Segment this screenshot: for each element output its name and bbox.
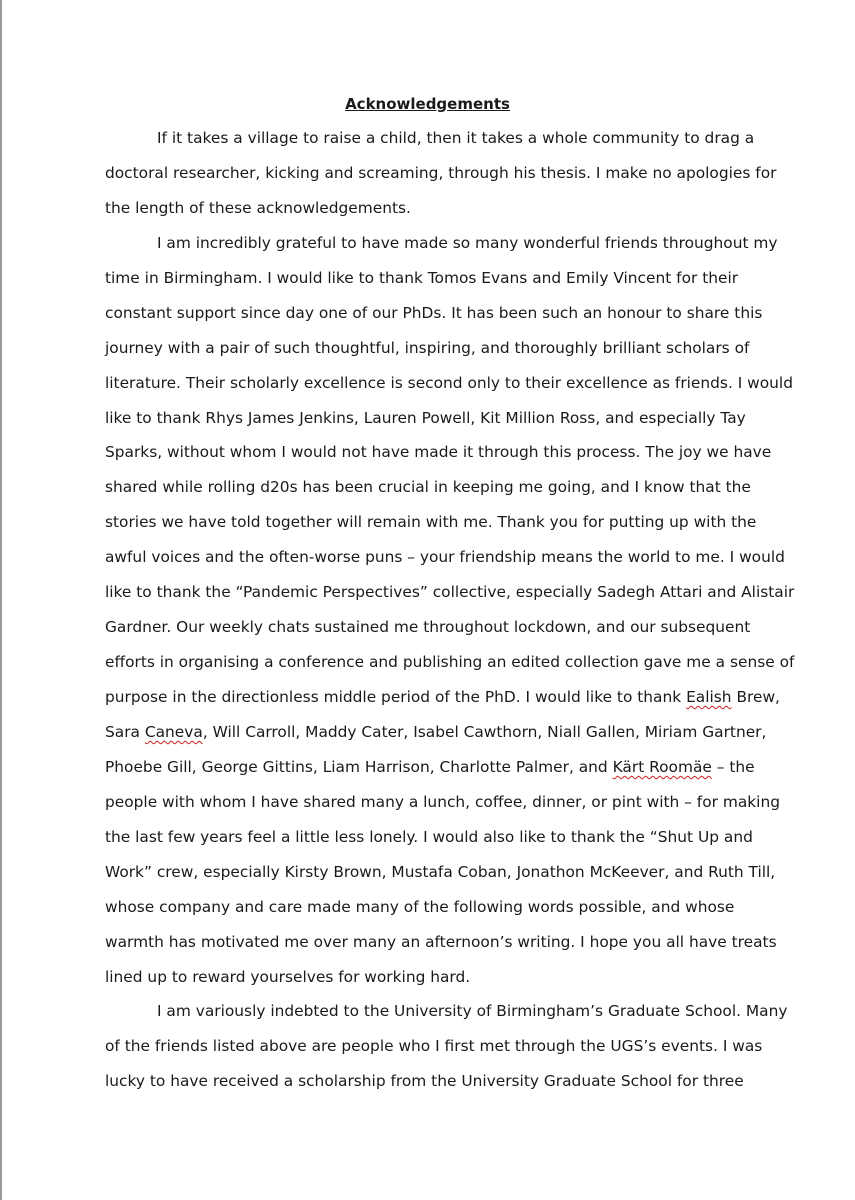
text-line: like to thank Rhys James Jenkins, Lauren Powell, Kit Million Ross, and especially Tay (105, 408, 746, 427)
line-segment: purpose in the directionless middle period of the PhD. I would like to thank (105, 688, 687, 706)
line-segment: , Will Carroll, Maddy Cater, Isabel Cawthorn, Niall Gallen, Miriam Gartner, (202, 722, 767, 741)
text-line: people with whom I have shared many a lunch, coffee, dinner, or pint with – for making (105, 792, 780, 811)
text-line: warmth has motivated me over many an afternoon’s writing. I hope you all have treats (105, 932, 777, 951)
text-line (105, 687, 805, 722)
text-line: the length of these acknowledgements. (105, 198, 411, 217)
text-line: like to thank the “Pandemic Perspectives” collective, especially Sadegh Attari and Alistair (105, 583, 795, 602)
document-body (105, 128, 805, 1106)
text-line: I am incredibly grateful to have made so many wonderful friends throughout my (157, 233, 778, 252)
spelling-flag[interactable]: Kärt Roomäe (612, 757, 712, 776)
text-line: journey with a pair of such thoughtful, inspiring, and thoroughly brilliant scholars of (105, 338, 750, 357)
line-segment: Phoebe Gill, George Gittins, Liam Harrison, Charlotte Palmer, and (105, 757, 613, 776)
text-line: constant support since day one of our PhDs. It has been such an honour to share this (105, 303, 763, 322)
text-line: of the friends listed above are people who I first met through the UGS’s events. I was (105, 1037, 763, 1056)
text-line: doctoral researcher, kicking and screaming, through his thesis. I make no apologies for (105, 163, 777, 182)
text-line (105, 722, 805, 757)
spelling-flag[interactable]: Ealish (686, 688, 732, 706)
text-line: Work” crew, especially Kirsty Brown, Mustafa Coban, Jonathon McKeever, and Ruth Till, (105, 862, 776, 881)
spelling-flag[interactable]: Caneva (144, 722, 203, 741)
text-line: efforts in organising a conference and publishing an edited collection gave me a sense of (105, 653, 795, 672)
text-line: Sparks, without whom I would not have made it through this process. The joy we have (105, 443, 772, 462)
line-segment: Brew, (731, 688, 780, 706)
text-line: lucky to have received a scholarship from the University Graduate School for three (105, 1072, 744, 1091)
text-line (105, 757, 805, 792)
text-line: the last few years feel a little less lonely. I would also like to thank the “Shut Up and (105, 827, 753, 846)
page-title: Acknowledgements (345, 95, 510, 113)
line-segment: Sara (105, 722, 145, 741)
text-line: shared while rolling d20s has been crucial in keeping me going, and I know that the (105, 478, 751, 497)
text-line: awful voices and the often-worse puns – your friendship means the world to me. I would (105, 548, 785, 567)
text-line: stories we have told together will remain with me. Thank you for putting up with the (105, 513, 757, 532)
text-line: lined up to reward yourselves for working hard. (105, 967, 471, 986)
page-edge (0, 0, 2, 1200)
text-line: I am variously indebted to the University of Birmingham’s Graduate School. Many (157, 1002, 788, 1021)
text-line: time in Birmingham. I would like to thank Tomos Evans and Emily Vincent for their (105, 268, 739, 287)
text-line: literature. Their scholarly excellence is second only to their excellence as friends. I would (105, 373, 793, 392)
text-line: whose company and care made many of the following words possible, and whose (105, 897, 735, 916)
text-line: Gardner. Our weekly chats sustained me throughout lockdown, and our subsequent (105, 618, 751, 637)
text-line: If it takes a village to raise a child, then it takes a whole community to drag a (157, 129, 755, 147)
line-segment: – the (711, 757, 755, 776)
